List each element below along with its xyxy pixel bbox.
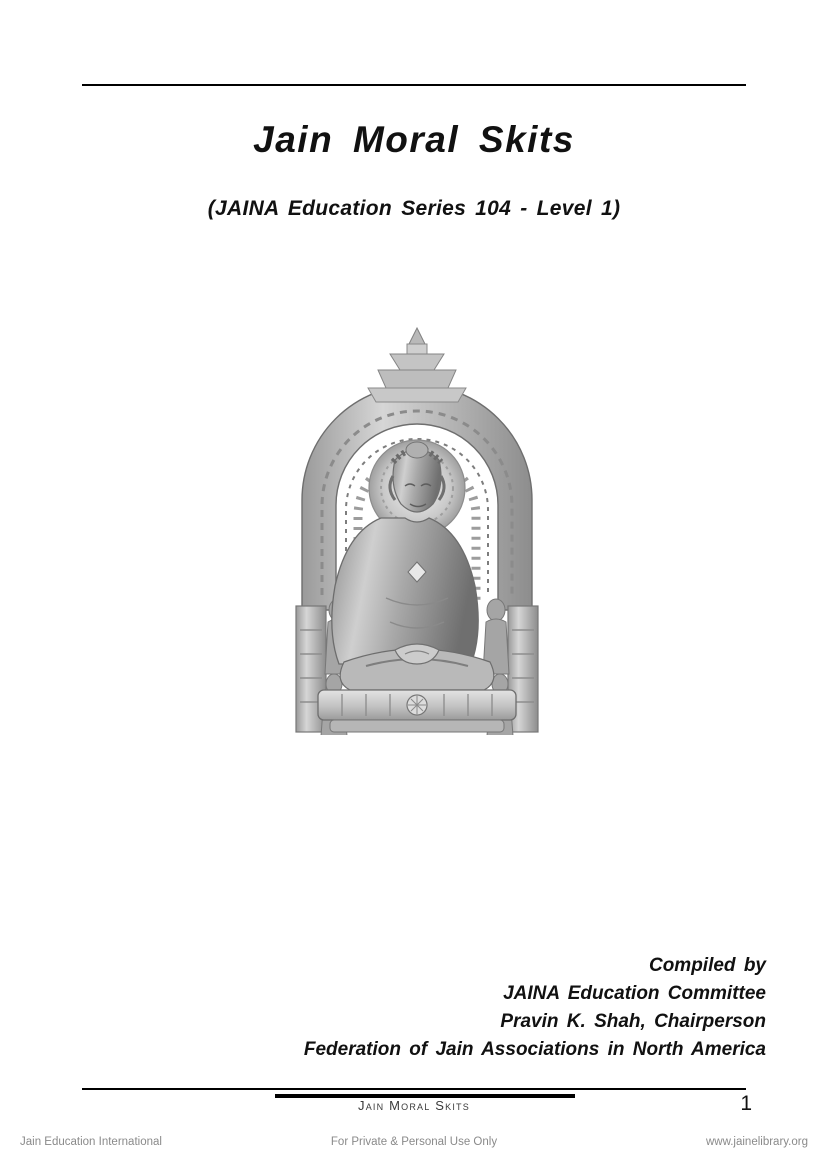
credits-block (304, 952, 766, 1064)
page-number: 1 (740, 1092, 752, 1115)
credit-line-committee: JAINA Education Committee (503, 983, 766, 1005)
bottom-horizontal-rule (82, 1088, 746, 1090)
credit-line-chairperson: Pravin K. Shah, Chairperson (500, 1011, 766, 1033)
colophon-left: Jain Education International (20, 1136, 162, 1148)
page-title: Jain Moral Skits (253, 119, 575, 160)
top-horizontal-rule (82, 84, 746, 86)
jina-idol-icon (262, 310, 572, 735)
title-block (0, 120, 828, 221)
credit-line-federation: Federation of Jain Associations in North America (303, 1039, 766, 1061)
page-subtitle: (JAINA Education Series 104 - Level 1) (207, 196, 621, 220)
colophon-right[interactable]: www.jainelibrary.org (705, 1136, 808, 1148)
colophon-center: For Private & Personal Use Only (330, 1136, 498, 1148)
footer-running-title: Jain Moral Skits (358, 1098, 470, 1113)
colophon (0, 1136, 828, 1156)
jina-idol-illustration (262, 310, 572, 735)
credit-line-compiled-by: Compiled by (648, 955, 766, 976)
